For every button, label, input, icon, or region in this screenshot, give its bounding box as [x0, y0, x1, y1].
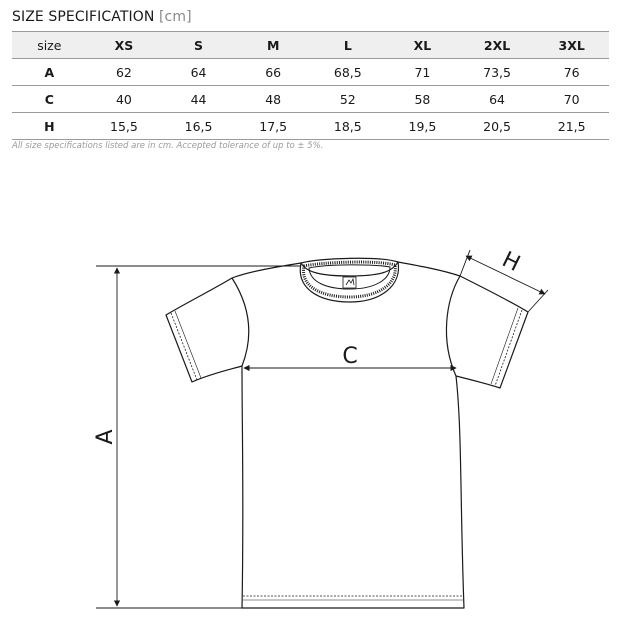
table-cell: 71 [414, 64, 431, 80]
left-sleeve-hem [171, 313, 197, 380]
right-armhole-seam [446, 276, 460, 376]
table-cell: 70 [563, 91, 580, 107]
left-sleeve-hem [175, 311, 201, 378]
tshirt-outline [166, 262, 528, 608]
column-header: 2XL [483, 37, 511, 53]
column-header: XL [413, 37, 432, 53]
title-unit: [cm] [158, 9, 192, 25]
label-h: H [497, 247, 524, 278]
label-c: C [342, 344, 358, 369]
table-cell: 68,5 [333, 64, 362, 80]
title-text: SIZE SPECIFICATION [12, 9, 155, 25]
table-cell: 76 [563, 64, 580, 80]
right-sleeve-hem [495, 310, 522, 386]
row-header: A [44, 64, 55, 80]
column-header: M [266, 37, 280, 53]
table-cell: 21,5 [557, 118, 586, 134]
h-guide-top [460, 250, 470, 276]
table-cell: 20,5 [483, 118, 511, 134]
table-cell: 16,5 [184, 118, 213, 134]
table-cell: 64 [489, 91, 506, 107]
row-header: H [44, 118, 55, 134]
table-cell: 58 [414, 91, 431, 107]
neck-label-tag [343, 277, 356, 288]
measurement-a [96, 266, 301, 608]
row-header: C [44, 91, 54, 107]
column-header: 3XL [558, 37, 585, 53]
table-cell: 66 [265, 64, 282, 80]
table-cell: 73,5 [483, 64, 511, 80]
column-header: XS [114, 37, 134, 53]
table-cell: 18,5 [333, 118, 362, 134]
tolerance-note: All size specifications listed are in cm. Accepted tolerance of up to ± 5%. [12, 141, 324, 151]
column-header: L [343, 37, 352, 53]
column-header: S [194, 37, 204, 53]
column-header: size [37, 37, 62, 53]
table-cell: 19,5 [408, 118, 437, 134]
neck-label [343, 277, 356, 288]
shirt-body-outline [166, 262, 528, 608]
label-a: A [93, 429, 118, 445]
table-cell: 44 [190, 91, 207, 107]
left-armhole-seam [232, 278, 249, 366]
table-cell: 52 [339, 91, 356, 107]
table-cell: 40 [115, 91, 132, 107]
table-cell: 64 [190, 64, 207, 80]
right-sleeve-hem [491, 308, 518, 384]
table-cell: 17,5 [259, 118, 288, 134]
h-guide-bottom [528, 290, 548, 312]
table-cell: 62 [115, 64, 132, 80]
table-cell: 15,5 [110, 118, 138, 134]
table-cell: 48 [265, 91, 282, 107]
